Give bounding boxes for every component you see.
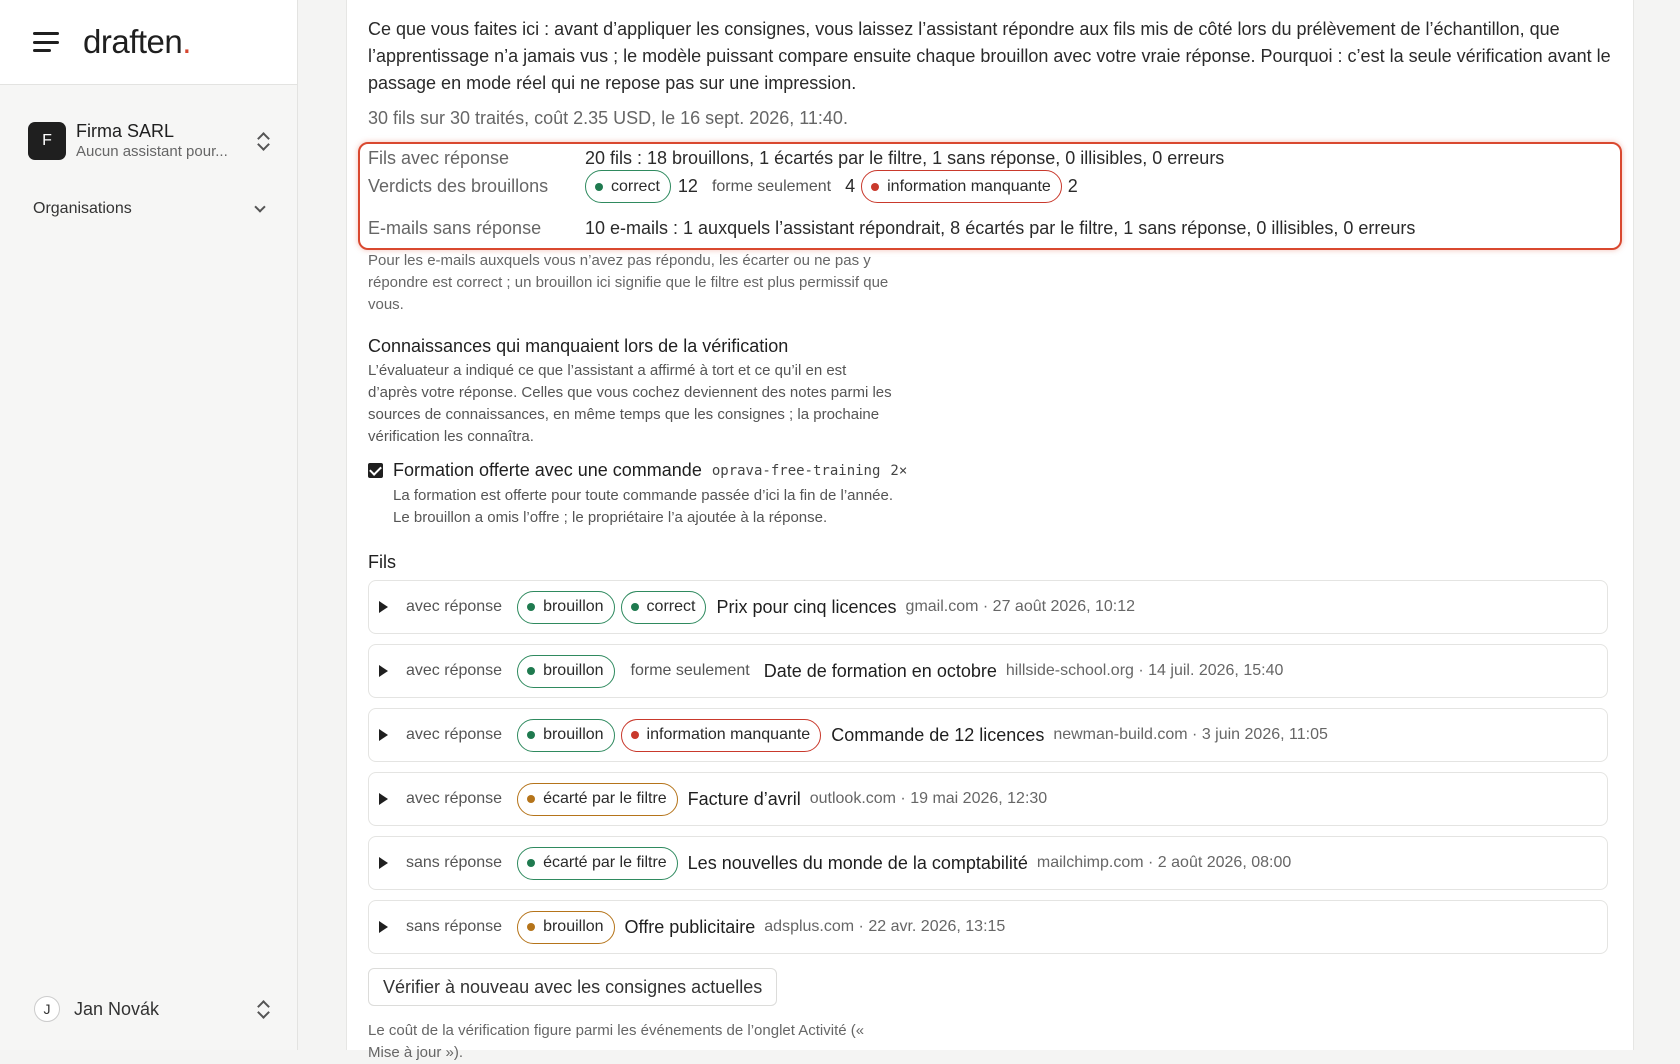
chevron-updown-icon	[256, 131, 270, 151]
thread-subject: Date de formation en octobre	[763, 660, 997, 681]
summary-value: 20 fils : 18 brouillons, 1 écartés par le filtre, 1 sans réponse, 0 illisibles, 0 erreurs	[585, 148, 1225, 168]
thread-subject: Les nouvelles du monde de la comptabilité	[687, 852, 1028, 873]
thread-meta: newman-build.com · 3 juin 2026, 11:05	[1053, 726, 1328, 743]
thread-status: sans réponse	[406, 854, 503, 871]
filter-note: Pour les e-mails auxquels vous n’avez pas répondu, les écarter ou ne pas y répondre est correct ; un brouillon ici signifie que le filtre est plus permissif que vous.	[368, 252, 889, 313]
knowledge-item	[368, 460, 948, 529]
verdict-badge: information manquante	[621, 719, 822, 752]
knowledge-checkbox[interactable]	[368, 463, 383, 478]
thread-meta: outlook.com · 19 mai 2026, 12:30	[809, 790, 1048, 807]
summary-label: Fils avec réponse	[368, 148, 510, 168]
sidebar-item-organisations[interactable]	[33, 200, 268, 218]
verdict-form-label: forme seulement	[711, 177, 832, 195]
verdict-correct-count: 12	[677, 176, 698, 196]
draft-badge: brouillon	[517, 655, 614, 688]
knowledge-heading: Connaissances qui manquaient lors de la vérification	[368, 336, 789, 356]
knowledge-line: La formation est offerte pour toute commande passée d’ici la fin de l’année.	[393, 487, 894, 504]
verdict-missing-badge: information manquante	[861, 170, 1062, 203]
knowledge-code: oprava-free-training	[711, 462, 881, 479]
verdict-label: forme seulement	[630, 662, 750, 679]
thread-row[interactable]	[368, 580, 1608, 634]
thread-status: avec réponse	[406, 598, 503, 615]
verdict-correct-badge: correct	[585, 170, 671, 203]
thread-row[interactable]	[368, 708, 1608, 762]
summary-label: E-mails sans réponse	[368, 218, 542, 238]
thread-meta: adsplus.com · 22 avr. 2026, 13:15	[764, 918, 1006, 935]
thread-meta: gmail.com · 27 août 2026, 10:12	[905, 598, 1136, 615]
run-meta: 30 fils sur 30 traités, coût 2.35 USD, le 16 sept. 2026, 11:40.	[368, 108, 848, 128]
thread-row[interactable]	[368, 900, 1608, 954]
expand-triangle-icon[interactable]	[379, 729, 388, 741]
org-name: Firma SARL	[76, 121, 175, 141]
thread-subject: Facture d’avril	[687, 788, 801, 809]
threads-heading: Fils	[368, 552, 396, 572]
draft-badge: brouillon	[517, 591, 614, 624]
avatar: J	[34, 996, 60, 1022]
filtered-badge: écarté par le filtre	[517, 847, 678, 880]
verdict-form-count: 4	[845, 176, 856, 196]
thread-row[interactable]	[368, 836, 1608, 890]
sidebar	[0, 0, 298, 1050]
knowledge-title: Formation offerte avec une commande	[393, 460, 702, 480]
intro-text: Ce que vous faites ici : avant d’appliquer les consignes, vous laissez l’assistant répondre aux fils mis de côté lors du prélèvement de l’échantillon, que l’apprentissage n’a jamais vus ; le modèle puissant compare ensuite chaque brouillon avec votre vraie réponse. Pourquoi : c’est la seule vérification avant le passage en mode réel qui ne repose pas sur une impression.	[368, 19, 1611, 93]
thread-meta: mailchimp.com · 2 août 2026, 08:00	[1036, 854, 1292, 871]
knowledge-description: L’évaluateur a indiqué ce que l’assistant a affirmé à tort et ce qu’il en est d’après votre réponse. Celles que vous cochez deviennent des notes parmi les sources de connaissances, en même temps que les consignes ; la prochaine vérification les connaîtra.	[368, 362, 892, 445]
filtered-badge: écarté par le filtre	[517, 783, 678, 816]
draft-badge: brouillon	[517, 719, 614, 752]
verdict-badge: correct	[621, 591, 707, 624]
summary-row-replied	[368, 148, 1224, 169]
summary-label: Verdicts des brouillons	[368, 176, 549, 196]
sidebar-item-label: Organisations	[33, 200, 132, 217]
expand-triangle-icon[interactable]	[379, 921, 388, 933]
expand-triangle-icon[interactable]	[379, 601, 388, 613]
chevron-down-icon	[254, 201, 265, 212]
user-name: Jan Novák	[74, 998, 160, 1019]
summary-row-unreplied	[368, 218, 1415, 239]
user-menu[interactable]	[34, 996, 270, 1022]
org-subtitle: Aucun assistant pour...	[76, 143, 228, 160]
thread-status: avec réponse	[406, 726, 503, 743]
expand-triangle-icon[interactable]	[379, 857, 388, 869]
thread-status: avec réponse	[406, 662, 503, 679]
thread-subject: Prix pour cinq licences	[716, 596, 897, 617]
thread-row[interactable]	[368, 644, 1608, 698]
cost-footnote: Le coût de la vérification figure parmi les événements de l’onglet Activité (« Mise à jour »).	[368, 1022, 865, 1061]
verdict-missing-count: 2	[1067, 176, 1078, 196]
logo[interactable]: draften.	[83, 23, 192, 60]
chevron-updown-icon	[256, 999, 270, 1019]
thread-subject: Commande de 12 licences	[831, 724, 1045, 745]
thread-status: sans réponse	[406, 918, 503, 935]
thread-meta: hillside-school.org · 14 juil. 2026, 15:40	[1005, 662, 1284, 679]
sidebar-header	[0, 0, 297, 85]
draft-badge: brouillon	[517, 911, 614, 944]
knowledge-line: Le brouillon a omis l’offre ; le propriétaire l’a ajoutée à la réponse.	[393, 509, 828, 526]
thread-status: avec réponse	[406, 790, 503, 807]
thread-subject: Offre publicitaire	[624, 916, 756, 937]
thread-row[interactable]	[368, 772, 1608, 826]
summary-row-verdicts	[368, 170, 1078, 203]
org-avatar: F	[28, 122, 66, 160]
expand-triangle-icon[interactable]	[379, 793, 388, 805]
knowledge-count: 2×	[890, 462, 908, 479]
expand-triangle-icon[interactable]	[379, 665, 388, 677]
recheck-button[interactable]: Vérifier à nouveau avec les consignes actuelles	[368, 968, 777, 1006]
org-switcher[interactable]	[28, 116, 270, 166]
summary-value: 10 e-mails : 1 auxquels l’assistant répondrait, 8 écartés par le filtre, 1 sans réponse, 0 illisibles, 0 erreurs	[585, 218, 1416, 238]
menu-icon[interactable]	[33, 32, 59, 52]
